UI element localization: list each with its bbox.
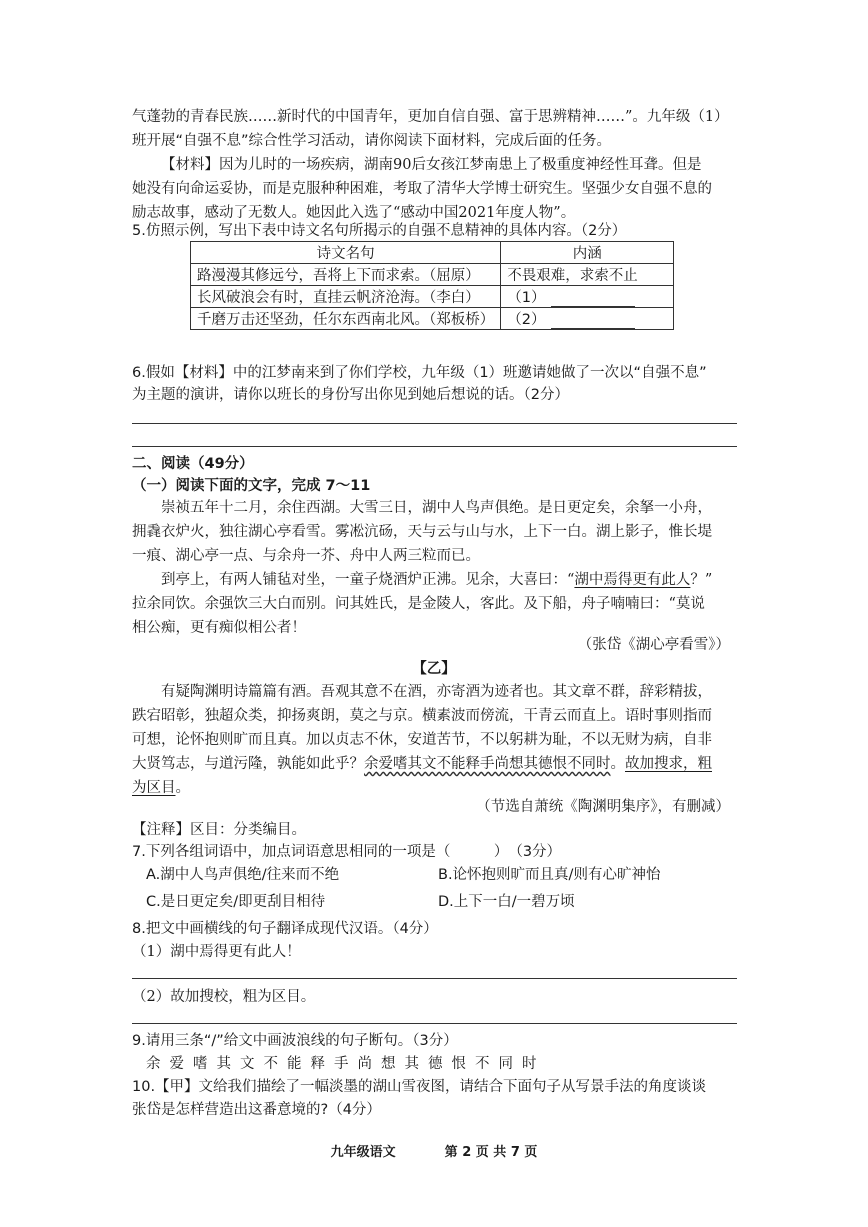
jia-line-1: 崇祯五年十二月，余住西湖。大雪三日，湖中人鸟声俱绝。是日更定矣，余拏一小舟，: [161, 500, 712, 516]
footer-subject: 九年级语文: [330, 1145, 396, 1160]
q7-option-d[interactable]: D.上下一白/一碧万顷: [438, 894, 575, 910]
q10-line-2: 张岱是怎样营造出这番意境的?（4分）: [132, 1102, 381, 1118]
jia-line-6: 相公痴，更有痴似相公者！: [132, 620, 306, 636]
yi-line-1: 有疑陶渊明诗篇篇有酒。吾观其意不在酒，亦寄酒为迹者也。其文章不群，辞彩精拔，: [161, 684, 712, 700]
jia-line-5: 拉余同饮。余强饮三大白而别。问其姓氏，是金陵人，客此。及下船，舟子喃喃曰：“莫说: [132, 596, 705, 612]
material-line-1: 【材料】因为儿时的一场疾病，湖南90后女孩江梦南患上了极重度神经性耳聋。但是: [161, 157, 702, 173]
table-header-meaning: 内涵: [501, 242, 674, 264]
q7-option-c[interactable]: C.是日更定矣/即更刮目相待: [146, 894, 326, 910]
q7-option-a[interactable]: A.湖中人鸟声俱绝/往来而不绝: [146, 867, 340, 883]
jia-line-2: 拥毳衣炉火，独往湖心亭看雪。雾凇沆砀，天与云与山与水，上下一白。湖上影子，惟长堤: [132, 524, 712, 540]
q6-line-1: 6.假如【材料】中的江梦南来到了你们学校，九年级（1）班邀请她做了一次以“自强不息”: [132, 365, 707, 381]
poem-cell: 路漫漫其修远兮，吾将上下而求索。（屈原）: [191, 264, 501, 286]
q9-sentence[interactable]: 余爱嗜其文不能释手尚想其德恨不同时: [146, 1056, 546, 1072]
q8-sentence-2: （2）故加搜校，粗为区目。: [132, 989, 316, 1005]
answer-line[interactable]: [132, 423, 737, 424]
yi-line-4: [132, 752, 712, 776]
jia-text: 到亭上，有两人铺毡对坐，一童子烧酒炉正沸。见余，大喜曰：“: [161, 572, 575, 588]
q5-prompt: 5.仿照示例，写出下表中诗文名句所揭示的自强不息精神的具体内容。（2分）: [132, 223, 627, 239]
q10-line-1: 10.【甲】文给我们描绘了一幅淡墨的湖山雪夜图，请结合下面句子从写景手法的角度谈谈: [132, 1079, 707, 1095]
jia-line-3: 一痕、湖心亭一点、与余舟一芥、舟中人两三粒而已。: [132, 548, 480, 564]
yi-line-5: [132, 776, 190, 800]
underlined-sentence-1: 湖中焉得更有此人: [574, 572, 691, 588]
poem-table: [190, 241, 674, 330]
yi-line-2: 跌宕昭彰，独超众类，抑扬爽朗，莫之与京。横素波而傍流，干青云而直上。语时事则指而: [132, 708, 712, 724]
section-2-title: 二、阅读（49分）: [132, 456, 254, 472]
answer-line[interactable]: [132, 978, 737, 979]
q9-prompt: 9.请用三条“/”给文中画波浪线的句子断句。（3分）: [132, 1033, 458, 1049]
wavy-sentence: 余爱嗜其文不能释手尚想其德恨不同时: [364, 756, 611, 772]
yi-text: 。: [175, 780, 190, 796]
answer-cell-1[interactable]: [501, 286, 674, 308]
material-line-2: 她没有向命运妥协，而是克服种种困难，考取了清华大学博士研究生。坚强少女自强不息的: [132, 181, 712, 197]
yi-note: 【注释】区目：分类编目。: [132, 822, 306, 838]
material-line-3: 励志故事，感动了无数人。她因此入选了“感动中国2021年度人物”。: [132, 205, 576, 221]
q8-prompt: 8.把文中画横线的句子翻译成现代汉语。（4分）: [132, 921, 438, 937]
poem-cell: 千磨万击还坚劲，任尔东西南北风。（郑板桥）: [191, 308, 501, 330]
answer-cell-2[interactable]: [501, 308, 674, 330]
table-header-poem: 诗文名句: [191, 242, 501, 264]
meaning-cell: 不畏艰难，求索不止: [501, 264, 674, 286]
q7-option-b[interactable]: B.论怀抱则旷而且真/则有心旷神怡: [438, 867, 661, 883]
answer-blank-1[interactable]: [551, 292, 635, 307]
intro-line-1: 气蓬勃的青春民族……新时代的中国青年，更加自信自强、富于思辨精神……”。九年级（1）: [132, 109, 729, 125]
section-2-sub: （一）阅读下面的文字，完成 7～11: [132, 478, 371, 494]
poem-cell: 长风破浪会有时，直挂云帆济沧海。（李白）: [191, 286, 501, 308]
answer-label-2: （2）: [507, 312, 546, 328]
yi-text: 大贤笃志，与道污隆，孰能如此乎？: [132, 756, 364, 772]
answer-line[interactable]: [132, 1023, 737, 1024]
yi-line-3: 可想，论怀抱则旷而且真。加以贞志不休，安道苦节，不以躬耕为耻，不以无财为病，自非: [132, 732, 712, 748]
jia-line-4: [161, 568, 712, 592]
yi-text: 。: [610, 756, 625, 772]
answer-line[interactable]: [132, 446, 737, 447]
answer-blank-2[interactable]: [551, 314, 635, 329]
yi-heading: 【乙】: [412, 660, 456, 677]
footer-page-number: 第 2 页 共 7 页: [444, 1145, 538, 1160]
table-row: [191, 308, 674, 330]
table-row: [191, 286, 674, 308]
table-header-row: [191, 242, 674, 264]
underlined-sentence-2a: 故加搜求，粗: [625, 756, 712, 772]
yi-source: （节选自萧统《陶渊明集序》，有删减）: [476, 799, 730, 815]
page-footer: [0, 1141, 868, 1160]
jia-text: ？”: [690, 572, 713, 588]
intro-line-2: 班开展“自强不息”综合性学习活动，请你阅读下面材料，完成后面的任务。: [132, 133, 612, 149]
q8-sentence-1: （1）湖中焉得更有此人！: [132, 944, 301, 960]
underlined-sentence-2b: 为区目: [132, 780, 176, 796]
jia-source: （张岱《湖心亭看雪》）: [577, 637, 730, 653]
table-row: [191, 264, 674, 286]
q6-line-2: 为主题的演讲，请你以班长的身份写出你见到她后想说的话。（2分）: [132, 387, 569, 403]
answer-label-1: （1）: [507, 290, 546, 306]
q7-prompt: 7.下列各组词语中，加点词语意思相同的一项是（ ） （3分）: [132, 844, 562, 860]
